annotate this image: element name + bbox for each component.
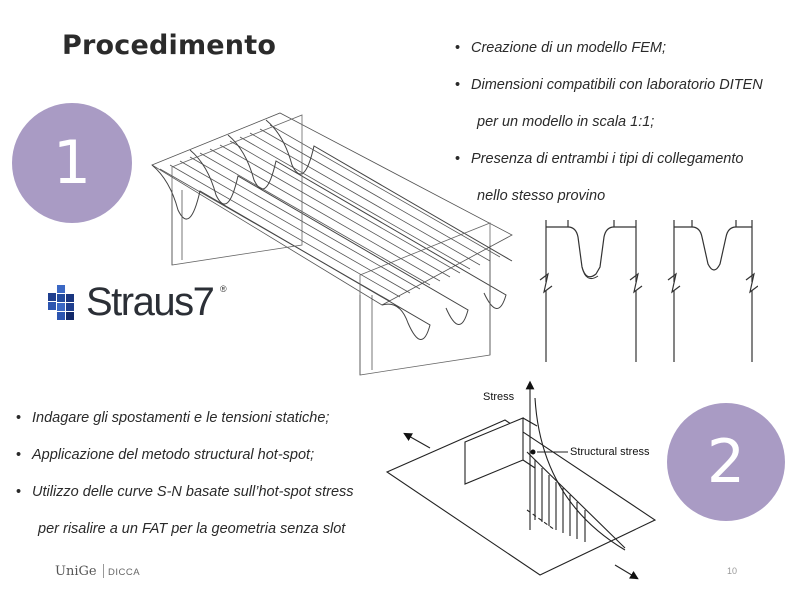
step-1-circle: 1: [12, 103, 132, 223]
bullet-item: • Presenza di entrambi i tipi di collegamento: [455, 151, 744, 167]
hot-spot-stress-diagram: [385, 380, 675, 585]
bullet-item: • Utilizzo delle curve S-N basate sull’hot-spot stress: [16, 484, 354, 500]
structural-stress-label: Structural stress: [570, 446, 650, 458]
straus7-logo: [48, 280, 233, 325]
fem-model-drawing: [150, 95, 515, 380]
bullet-continuation: per un modello in scala 1:1;: [477, 114, 655, 130]
footer-separator: [103, 564, 104, 578]
bullet-item: • Dimensioni compatibili con laboratorio DITEN: [455, 77, 763, 93]
footer-department: DICCA: [108, 567, 141, 578]
bullet-continuation: per risalire a un FAT per la geometria senza slot: [38, 521, 346, 537]
step-2-circle: 2: [667, 403, 785, 521]
footer-university: UniGe: [55, 564, 97, 579]
registered-mark: ®: [220, 284, 227, 294]
bottom-bullet-list: [16, 408, 401, 556]
page-number: 10: [727, 566, 738, 576]
bullet-continuation: nello stesso provino: [477, 188, 606, 204]
bullet-item: • Indagare gli spostamenti e le tensioni statiche;: [16, 410, 330, 426]
bullet-item: • Applicazione del metodo structural hot-spot;: [16, 447, 315, 463]
straus7-logo-text: Straus7: [86, 280, 214, 324]
stress-axis-label: Stress: [483, 391, 515, 403]
slide-title: Procedimento: [62, 30, 277, 61]
bullet-item: • Creazione di un modello FEM;: [455, 40, 667, 56]
slot-geometry-drawing: [538, 212, 758, 367]
straus7-logo-mark-icon: [48, 285, 84, 321]
